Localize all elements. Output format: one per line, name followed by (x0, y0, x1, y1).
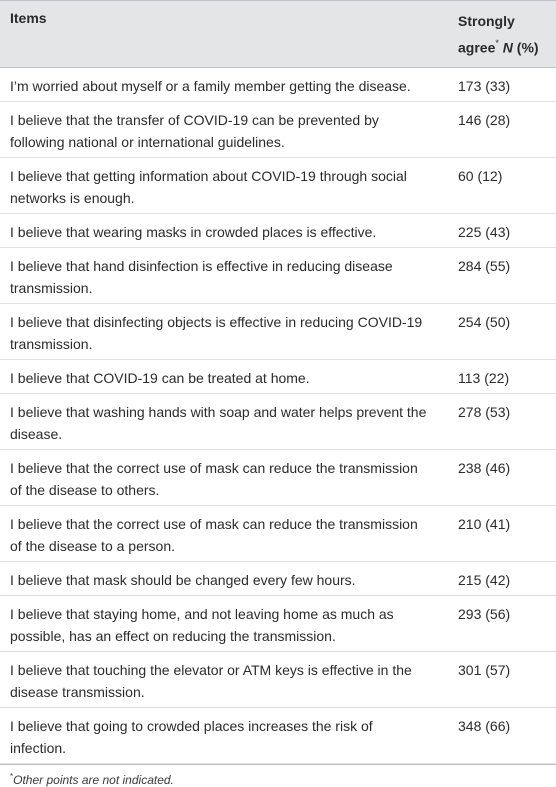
row-value: 238 (46) (458, 460, 511, 476)
table-row (0, 214, 556, 248)
table-footnote (10, 772, 174, 787)
row-item-text: I believe that going to crowded places increases the risk of infection. (10, 718, 373, 756)
row-item-text: I believe that mask should be changed every few hours. (10, 572, 356, 588)
table-row (0, 102, 556, 158)
header-agree-line2 (458, 33, 539, 60)
row-item-text: I believe that the correct use of mask can reduce the transmission of the disease to a person. (10, 516, 418, 554)
table-row (0, 708, 556, 764)
row-item-text: I believe that COVID-19 can be treated at home. (10, 370, 310, 386)
header-pct: (%) (516, 39, 539, 56)
table-row (0, 596, 556, 652)
header-agree-marker: * (495, 38, 499, 48)
row-value: 278 (53) (458, 404, 511, 420)
row-value: 293 (56) (458, 606, 511, 622)
header-n: N (502, 39, 513, 56)
row-value: 284 (55) (458, 258, 511, 274)
table-row (0, 360, 556, 394)
header-agree-line1: Strongly (458, 13, 515, 29)
row-item-text: I believe that the correct use of mask can reduce the transmission of the disease to others. (10, 460, 418, 498)
row-item-text: I believe that disinfecting objects is effective in reducing COVID-19 transmission. (10, 314, 423, 352)
table-row (0, 450, 556, 506)
table-row (0, 158, 556, 214)
footnote-text: Other points are not indicated. (13, 773, 174, 787)
row-item-text: I believe that washing hands with soap and water helps prevent the disease. (10, 404, 427, 442)
table-row (0, 652, 556, 708)
header-items: Items (10, 10, 47, 26)
row-value: 173 (33) (458, 78, 511, 94)
row-value: 254 (50) (458, 314, 511, 330)
table-bottom-rule (0, 764, 556, 765)
table-row (0, 68, 556, 102)
table-header (0, 0, 556, 68)
row-value: 215 (42) (458, 572, 511, 588)
table-row (0, 394, 556, 450)
row-item-text: I believe that hand disinfection is effective in reducing disease transmission. (10, 258, 393, 296)
row-value: 113 (22) (458, 370, 510, 386)
table-row (0, 248, 556, 304)
row-value: 210 (41) (458, 516, 511, 532)
row-item-text: I believe that getting information about COVID-19 through social networks is enough. (10, 168, 407, 206)
table-row (0, 562, 556, 596)
footnote-marker: * (10, 772, 14, 781)
row-value: 60 (12) (458, 168, 503, 184)
table-row (0, 506, 556, 562)
table-body (0, 68, 556, 764)
row-value: 348 (66) (458, 718, 511, 734)
row-value: 146 (28) (458, 112, 511, 128)
row-item-text: I’m worried about myself or a family member getting the disease. (10, 78, 411, 94)
row-item-text: I believe that the transfer of COVID-19 can be prevented by following national or international guidelines. (10, 112, 379, 150)
header-strongly-agree (458, 10, 539, 60)
row-item-text: I believe that staying home, and not leaving home as much as possible, has an effect on reducing the transmission. (10, 606, 394, 644)
row-item-text: I believe that touching the elevator or ATM keys is effective in the disease transmission. (10, 662, 412, 700)
header-agree-word: agree (458, 39, 496, 56)
row-value: 301 (57) (458, 662, 511, 678)
row-item-text: I believe that wearing masks in crowded places is effective. (10, 224, 377, 240)
row-value: 225 (43) (458, 224, 511, 240)
table-row (0, 304, 556, 360)
